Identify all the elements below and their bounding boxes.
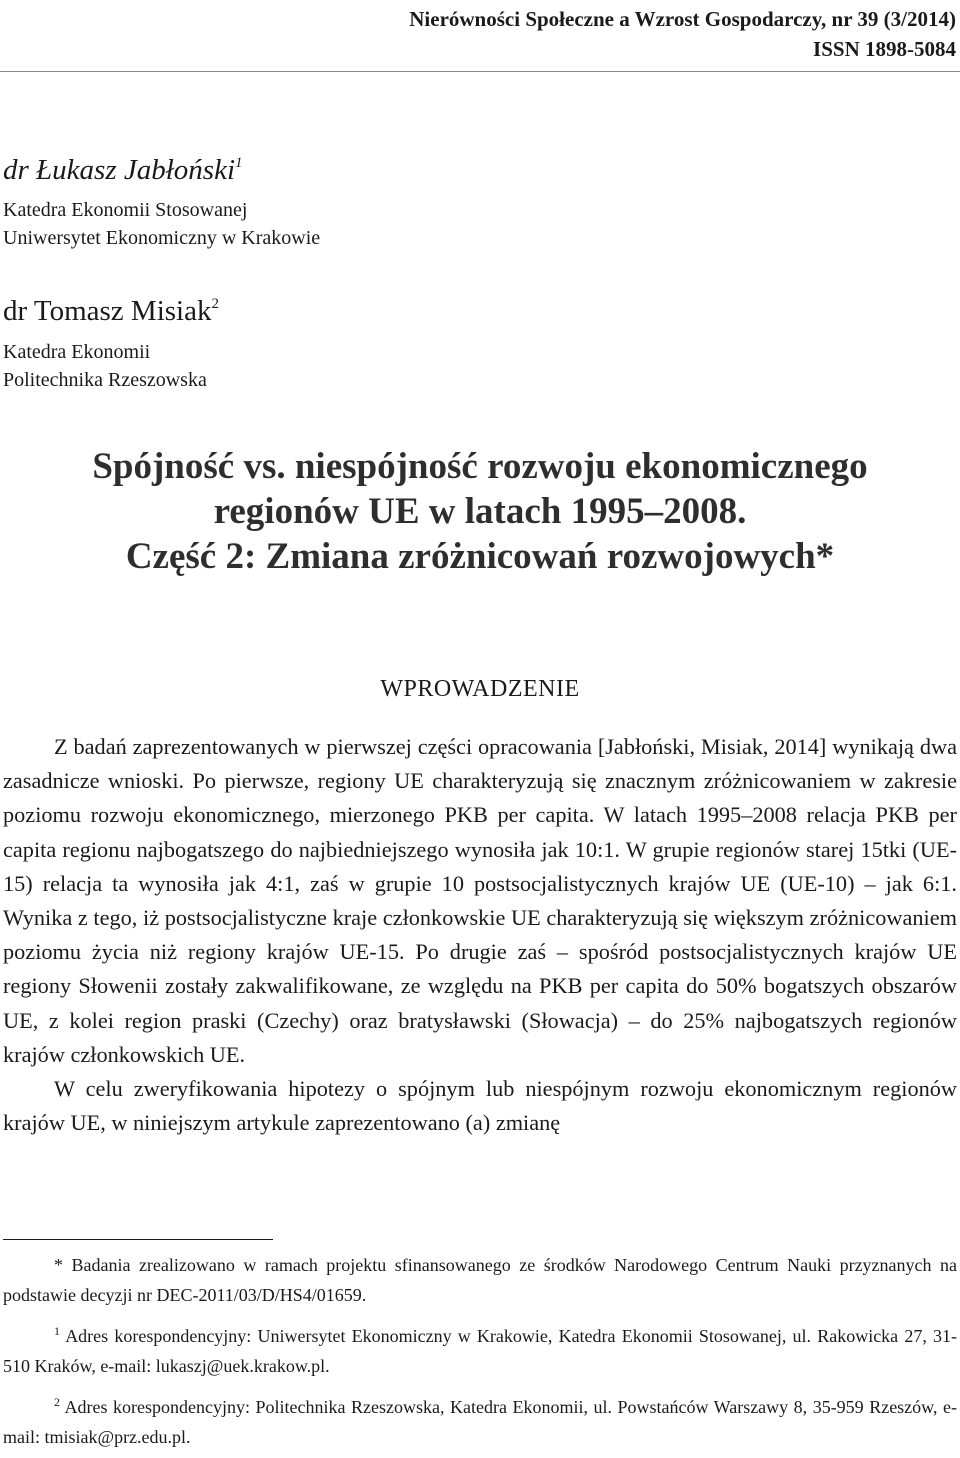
body-paragraph-2: W celu zweryfikowania hipotezy o spójnym lub niespójnym rozwoju ekonomicznym regionów krajów UE, w niniejszym artykule zaprezentowano (a) zmianę [3,1076,957,1136]
author-2-name-text: dr Tomasz Misiak [3,295,212,327]
footnote-star-marker: * [54,1255,63,1275]
paper-title [0,444,960,579]
footnote-star [3,1250,957,1310]
author-2-department: Katedra Ekonomii [3,341,151,363]
footnote-star-text: Badania zrealizowano w ramach projektu sfinansowanego ze środków Narodowego Centrum Nauki przyznanych na podstawie decyzji nr DEC-2011/03/D/HS4/01659. [3,1255,957,1305]
author-1-university: Uniwersytet Ekonomiczny w Krakowie [3,227,321,249]
author-1-department: Katedra Ekonomii Stosowanej [3,199,248,221]
author-2-university: Politechnika Rzeszowska [3,369,207,391]
footnote-divider [3,1239,273,1240]
footnote-1-text: Adres korespondencyjny: Uniwersytet Ekonomiczny w Krakowie, Katedra Ekonomii Stosowanej, ul. Rakowicka 27, 31-510 Kraków, e-mail: lukaszj@uek.krakow.pl. [3,1326,957,1376]
journal-title: Nierówności Społeczne a Wzrost Gospodarczy, nr 39 (3/2014) [409,7,956,31]
title-line-2: regionów UE w latach 1995–2008. [213,491,747,532]
journal-header [409,4,956,64]
footnote-2-text: Adres korespondencyjny: Politechnika Rzeszowska, Katedra Ekonomii, ul. Powstańców Warszawy 8, 35-959 Rzeszów, e-mail: tmisiak@prz.edu.pl. [3,1397,957,1447]
issn: ISSN 1898-5084 [813,37,956,61]
footnotes [3,1250,957,1458]
title-line-3: Część 2: Zmiana zróżnicowań rozwojowych* [125,536,835,577]
footnote-2-marker: 2 [54,1395,60,1409]
footnote-1-marker: 1 [54,1324,60,1338]
section-heading: WPROWADZENIE [380,676,580,702]
author-2-affiliation [3,338,207,394]
body-paragraph-1: Z badań zaprezentowanych w pierwszej części opracowania [Jabłoński, Misiak, 2014] wynikają dwa zasadnicze wnioski. Po pierwsze, regiony UE charakteryzują się znacznym zróżnicowaniem w zakresie poziomu rozwoju ekonomicznego, mierzonego PKB per capita. W latach 1995–2008 relacja PKB per capita regionu najbogatszego do najbiedniejszego wynosiła jak 10:1. W grupie regionów starej 15tki (UE-15) relacja ta wynosiła jak 4:1, zaś w grupie 10 postsocjalistycznych krajów UE (UE-10) – jak 6:1. Wynika z tego, iż postsocjalistyczne kraje członkowskie UE charakteryzują się większym zróżnicowaniem poziomu życia niż regiony krajów UE-15. Po drugie zaś – spośród postsocjalistycznych krajów UE regiony Słowenii zostały zakwalifikowane, ze względu na PKB per capita do 50% bogatszych obszarów UE, z kolei region praski (Czechy) oraz bratysławski (Słowacja) – do 25% najbogatszych regionów krajów członkowskich UE. [3,734,957,1067]
header-divider [0,71,960,72]
body-text [3,730,957,1140]
footnote-2 [3,1387,957,1452]
author-1-footnote-marker: 1 [235,155,243,171]
author-1-name [3,146,243,187]
author-1-affiliation [3,196,320,252]
author-2-footnote-marker: 2 [211,296,219,312]
title-line-1: Spójność vs. niespójność rozwoju ekonomicznego [92,446,868,487]
author-2-name [3,287,219,328]
author-1-name-text: dr Łukasz Jabłoński [3,154,235,186]
footnote-1 [3,1316,957,1381]
